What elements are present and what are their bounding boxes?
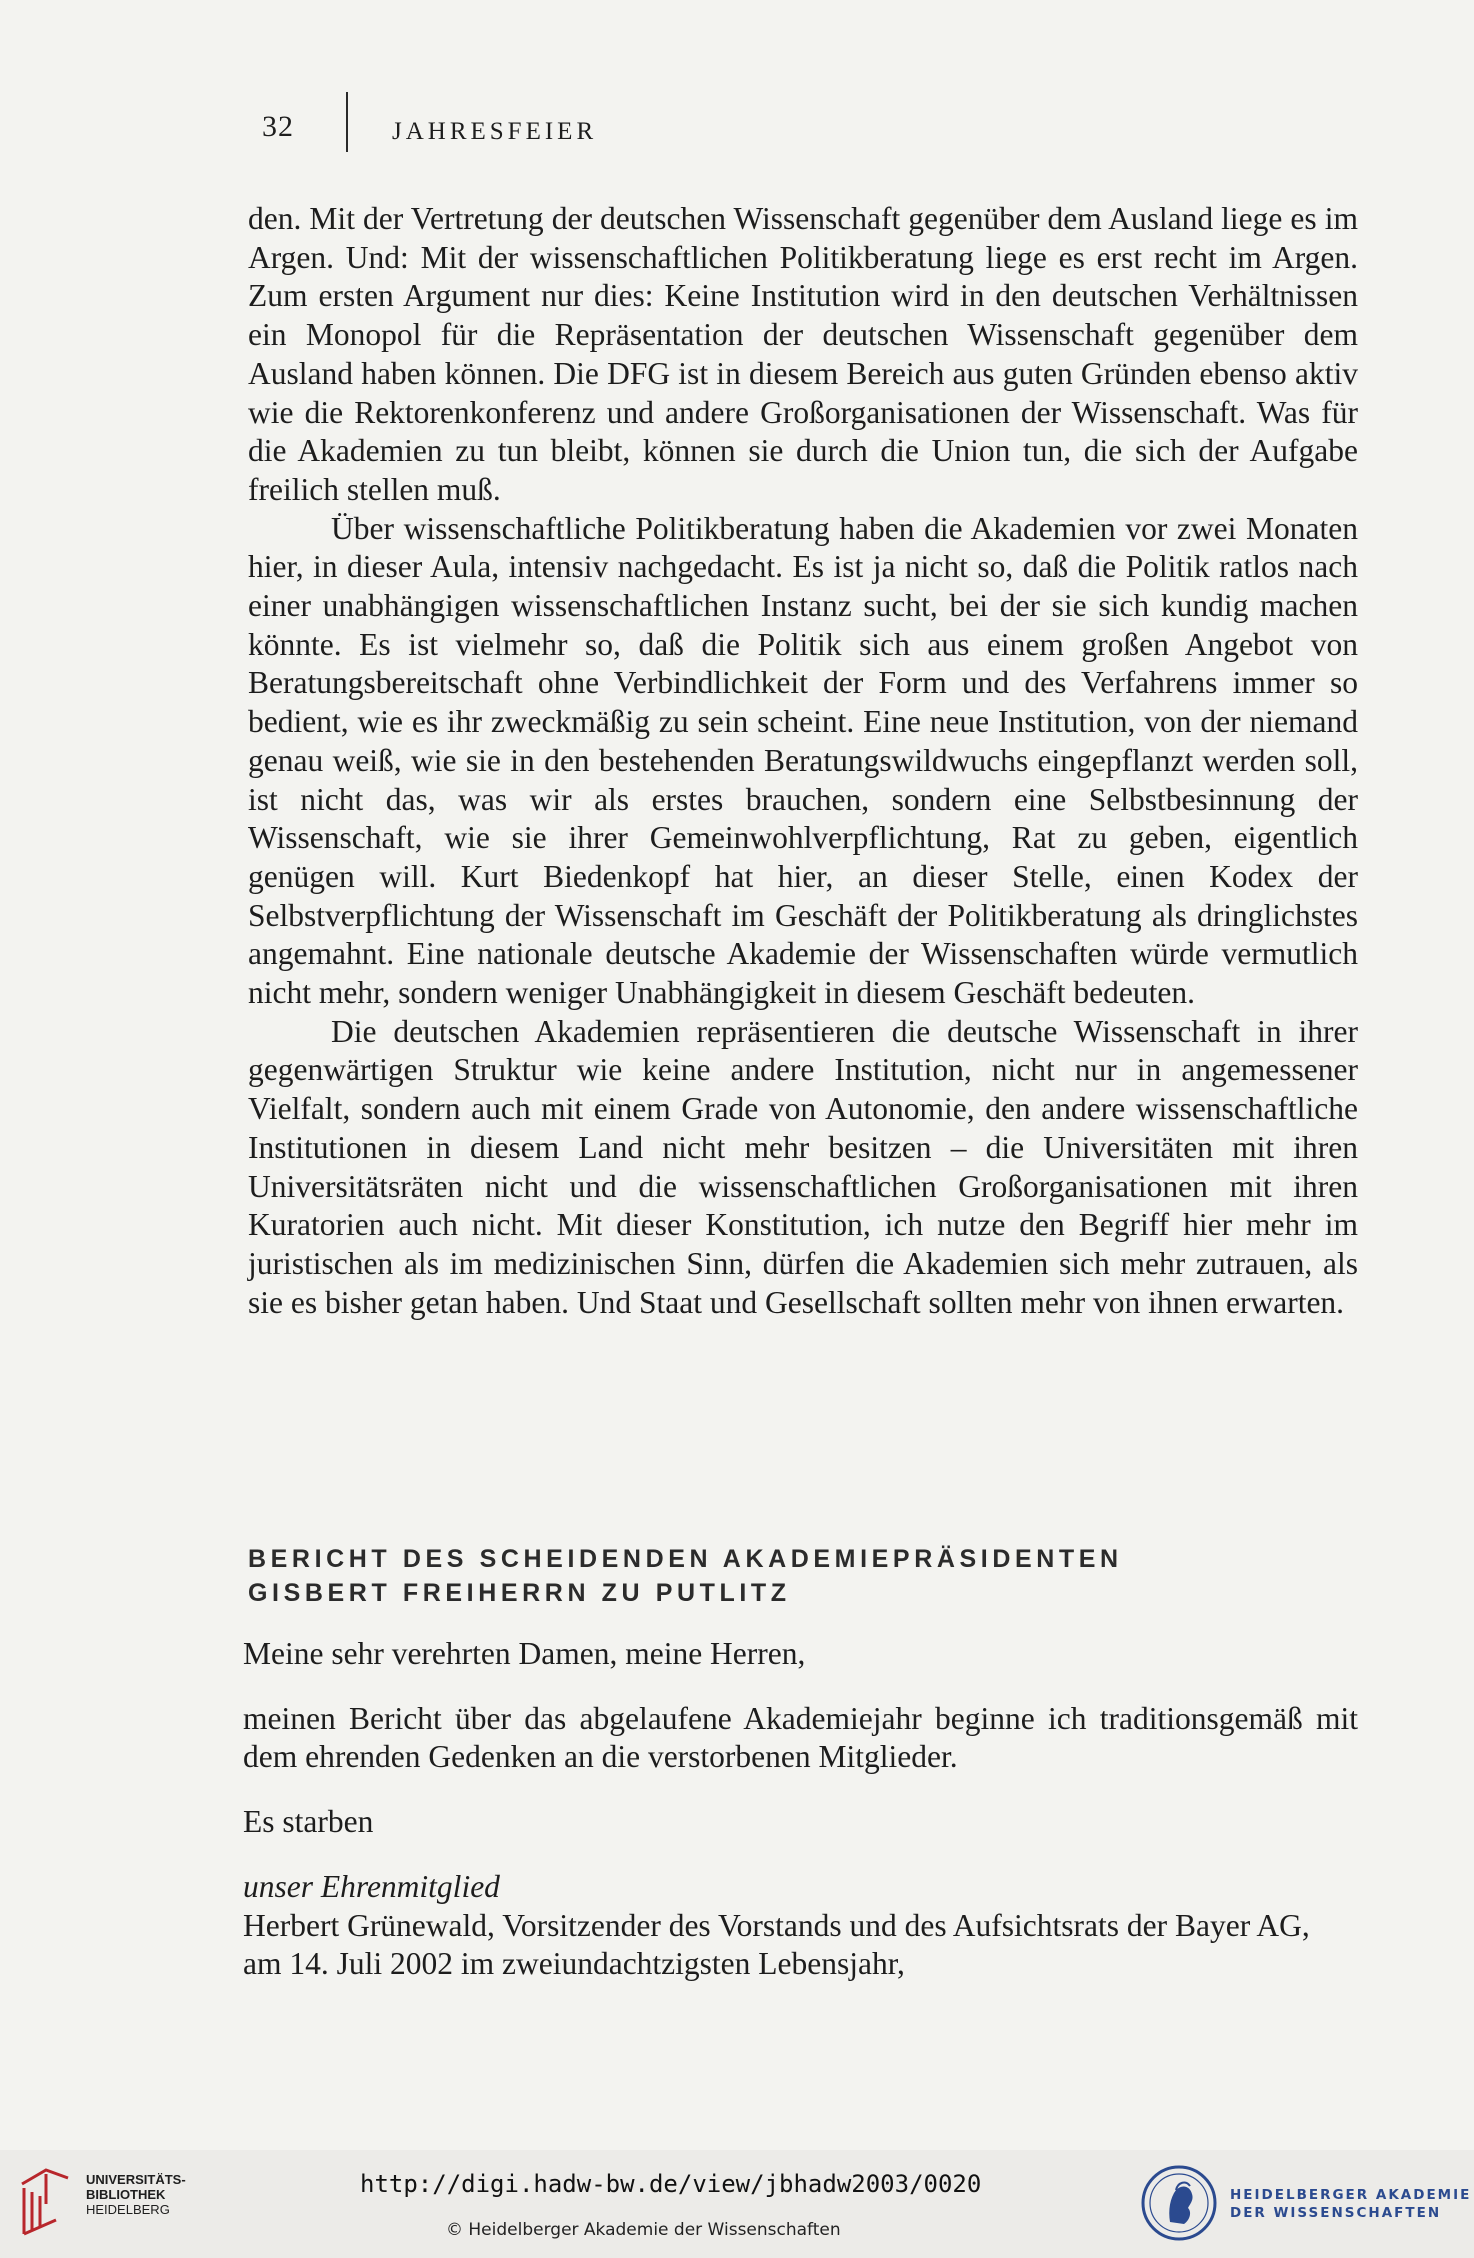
academy-seal-icon — [1140, 2164, 1218, 2242]
library-name — [86, 2172, 186, 2217]
member-line-1: Herbert Grünewald, Vorsitzender des Vorstands und des Aufsichtsrats der Bayer AG, — [243, 1907, 1310, 1943]
body-text — [248, 200, 1358, 1322]
page-number: 32 — [262, 110, 294, 143]
copyright-notice: © Heidelberger Akademie der Wissenschaften — [446, 2220, 841, 2240]
section-heading-line-2: GISBERT FREIHERRN ZU PUTLITZ — [248, 1579, 791, 1607]
paragraph-2: Über wissenschaftliche Politikberatung haben die Akademien vor zwei Monaten hier, in dieser Aula, intensiv nachgedacht. Es ist ja nicht so, daß die Politik ratlos nach einer unabhängigen wissenschaftlichen Instanz sucht, bei der sie sich kundig machen könnte. Es ist vielmehr so, daß die Politik sich aus einem großen Angebot von Beratungsbereitschaft ohne Verbindlichkeit der Form und des Verfahrens immer so bedient, wie es ihr zweckmäßig zu sein scheint. Eine neue Institution, von der niemand genau weiß, wie sie in den bestehenden Beratungswildwuchs eingepflanzt werden soll, ist nicht das, was wir als erstes brauchen, sondern eine Selbstbesinnung der Wissenschaft, wie sie ihrer Gemeinwohlverpflichtung, Rat zu geben, eigentlich genügen will. Kurt Biedenkopf hat hier, an dieser Stelle, einen Kodex der Selbstverpflichtung der Wissenschaft im Geschäft der Politikberatung als dringlichstes angemahnt. Eine nationale deutsche Akademie der Wissenschaften würde vermutlich nicht mehr, sondern weniger Unabhängigkeit in diesem Geschäft bedeuten. — [248, 510, 1358, 1011]
report-text — [243, 1635, 1358, 2010]
library-name-line-2: BIBLIOTHEK — [86, 2187, 166, 2202]
library-name-line-1: UNIVERSITÄTS- — [86, 2172, 186, 2187]
header-divider — [346, 92, 348, 152]
running-title: JAHRESFEIER — [392, 118, 598, 145]
academy-name-line-1: HEIDELBERGER AKADEMIE — [1230, 2187, 1472, 2203]
digitization-footer — [0, 2150, 1474, 2258]
university-library-logo-icon — [16, 2164, 74, 2240]
salutation: Meine sehr verehrten Damen, meine Herren, — [243, 1636, 806, 1671]
es-starben: Es starben — [243, 1804, 374, 1840]
library-name-line-3: HEIDELBERG — [86, 2202, 170, 2217]
permalink-url[interactable]: http://digi.hadw-bw.de/view/jbhadw2003/0020 — [360, 2170, 982, 2198]
academy-name-line-2: DER WISSENSCHAFTEN — [1230, 2205, 1442, 2221]
section-heading — [248, 1542, 1358, 1610]
member-line-2: am 14. Juli 2002 im zweiundachtzigsten Lebensjahr, — [243, 1946, 905, 1982]
academy-name — [1230, 2186, 1471, 2222]
section-heading-line-1: BERICHT DES SCHEIDENDEN AKADEMIEPRÄSIDENTEN — [248, 1545, 1123, 1573]
paragraph-1: den. Mit der Vertretung der deutschen Wissenschaft gegenüber dem Ausland liege es im Argen. Und: Mit der wissenschaftlichen Politikberatung liege es erst recht im Argen. Zum ersten Argument nur dies: Keine Institution wird in den deutschen Verhältnissen ein Monopol für die Repräsentation der deutschen Wissenschaft gegenüber dem Ausland haben können. Die DFG ist in diesem Bereich aus guten Gründen ebenso aktiv wie die Rektorenkonferenz und andere Großorganisationen der Wissenschaft. Was für die Akademien zu tun bleibt, können sie durch die Union tun, die sich der Aufgabe freilich stellen muß. — [248, 201, 1358, 507]
intro-paragraph: meinen Bericht über das abgelaufene Akademiejahr beginne ich traditionsgemäß mit dem ehrenden Gedenken an die verstorbenen Mitglieder. — [243, 1700, 1358, 1775]
paragraph-3: Die deutschen Akademien repräsentieren die deutsche Wissenschaft in ihrer gegenwärtigen Struktur wie keine andere Institution, nicht nur in angemessener Vielfalt, sondern auch mit einem Grade von Autonomie, den andere wissenschaftliche Institutionen in diesem Land nicht mehr besitzen – die Universitäten mit ihren Universitätsräten nicht und die wissenschaftlichen Großorganisationen mit ihren Kuratorien auch nicht. Mit dieser Konstitution, ich nutze den Begriff hier mehr im juristischen als im medizinischen Sinn, dürfen die Akademien sich mehr zutrauen, als sie es bisher getan haben. Und Staat und Gesellschaft sollten mehr von ihnen erwarten. — [248, 1013, 1358, 1320]
honorary-member-label: unser Ehrenmitglied — [243, 1868, 500, 1904]
